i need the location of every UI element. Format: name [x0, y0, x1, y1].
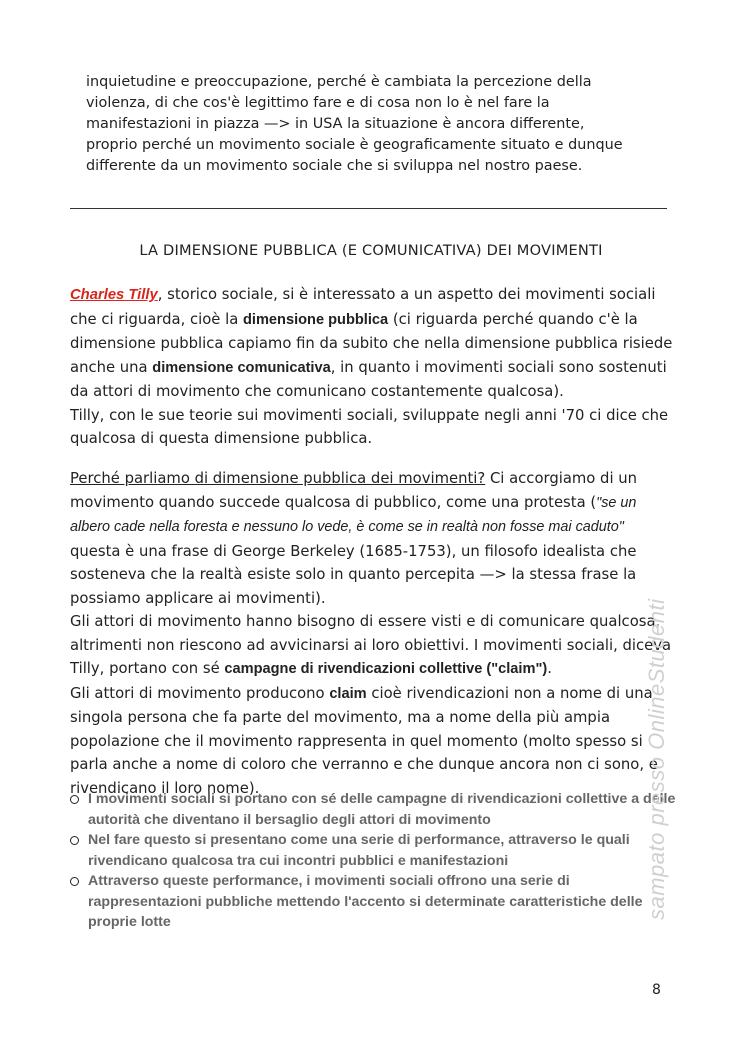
tilly-text: Tilly, con le sue teorie sui movimenti sociali, sviluppate negli anni '70 ci dice che qualcosa di questa dimensione pubblica.: [70, 406, 669, 447]
watermark: [620, 540, 669, 940]
author-name-link[interactable]: Charles Tilly: [70, 287, 158, 303]
list-item-text: Nel fare questo si presentano come una serie di performance, attraverso le quali rivendicano qualcosa tra cui incontri pubblici e manifestazioni: [88, 832, 630, 869]
intro-line: violenza, di che cos'è legittimo fare e di cosa non lo è nel fare la: [86, 95, 550, 111]
text-run: Ci accorgiamo di un movimento quando succede qualcosa di pubblico, come una protesta (: [70, 470, 638, 511]
intro-line: inquietudine e preoccupazione, perché è cambiata la percezione della: [86, 74, 592, 90]
tilly-paragraph: [70, 283, 674, 451]
list-item-text: Attraverso queste performance, i movimenti sociali offrono una serie di rappresentazioni pubbliche mettendo l'accento si determinate caratteristiche delle proprie lotte: [88, 873, 643, 930]
actors-text: [70, 610, 674, 682]
text-run: , in quanto i movimenti sociali sono sostenuti da attori di movimento che comunicano costantemente qualcosa).: [70, 358, 667, 400]
list-item: [70, 789, 680, 830]
bold-term: claim: [329, 685, 367, 702]
intro-line: differente da un movimento sociale che si sviluppa nel nostro paese.: [86, 158, 583, 174]
section-divider: [70, 208, 667, 209]
watermark-text: sampato presso OnlineStudenti: [644, 598, 669, 920]
circle-bullet-icon: [70, 836, 79, 845]
intro-paragraph: [86, 72, 686, 177]
circle-bullet-icon: [70, 877, 79, 886]
list-item-text: I movimenti sociali si portano con sé delle campagne di rivendicazioni collettive a delle autorità che diventano il bersaglio degli attori di movimento: [88, 791, 676, 828]
list-item: [70, 830, 680, 871]
text-run: questa è una frase di George Berkeley (1685-1753), un filosofo idealista che sosteneva che la realtà esiste solo in quanto percepita —> la stessa frase la possiamo applicare ai movimenti).: [70, 542, 637, 607]
text-run: Gli attori di movimento producono: [70, 684, 330, 702]
public-dimension-paragraph: [70, 467, 674, 800]
public-dimension-text: [70, 467, 674, 610]
question-text: Perché parliamo di dimensione pubblica dei movimenti?: [70, 470, 486, 487]
text-run: .: [547, 660, 552, 677]
text-run: Gli attori di movimento hanno bisogno di essere visti e di comunicare qualcosa, altrimenti non riescono ad avvicinarsi ai loro obiettivi. I movimenti sociali, diceva Tilly, portano con sé: [70, 613, 672, 677]
text-run: cioè rivendicazioni non a nome di una singola persona che fa parte del movimento, ma a nome della più ampia popolazione che il movimento rappresenta in quel momento (molto spesso si parla anche a nome di coloro che verranno e che dunque ancora non ci sono, e rivendicano il loro nome).: [70, 684, 658, 797]
intro-line: manifestazioni in piazza —> in USA la situazione è ancora differente,: [86, 116, 585, 132]
claim-text: [70, 682, 674, 801]
berkeley-quote: "se un albero cade nella foresta e nessuno lo vede, è come se in realtà non fosse mai caduto": [70, 494, 637, 535]
bold-term: campagne di rivendicazioni collettive ("claim"): [224, 661, 548, 677]
list-item: [70, 871, 680, 933]
bold-term: dimensione comunicativa: [152, 359, 331, 376]
circle-bullet-icon: [70, 795, 79, 804]
section-title: LA DIMENSIONE PUBBLICA (E COMUNICATIVA) DEI MOVIMENTI: [139, 242, 603, 259]
bold-term: dimensione pubblica: [242, 311, 389, 328]
page-number: 8: [652, 982, 661, 998]
intro-line: proprio perché un movimento sociale è geograficamente situato e dunque: [86, 137, 623, 153]
bullet-list: [70, 789, 680, 933]
text-run: , storico sociale, si è interessato a un aspetto dei movimenti sociali che ci riguarda, cioè la: [70, 286, 656, 328]
text-run: (ci riguarda perché quando c'è la dimensione pubblica capiamo fin da subito che nella dimensione pubblica risiede anche una: [70, 310, 673, 376]
tilly-text: [70, 283, 674, 404]
